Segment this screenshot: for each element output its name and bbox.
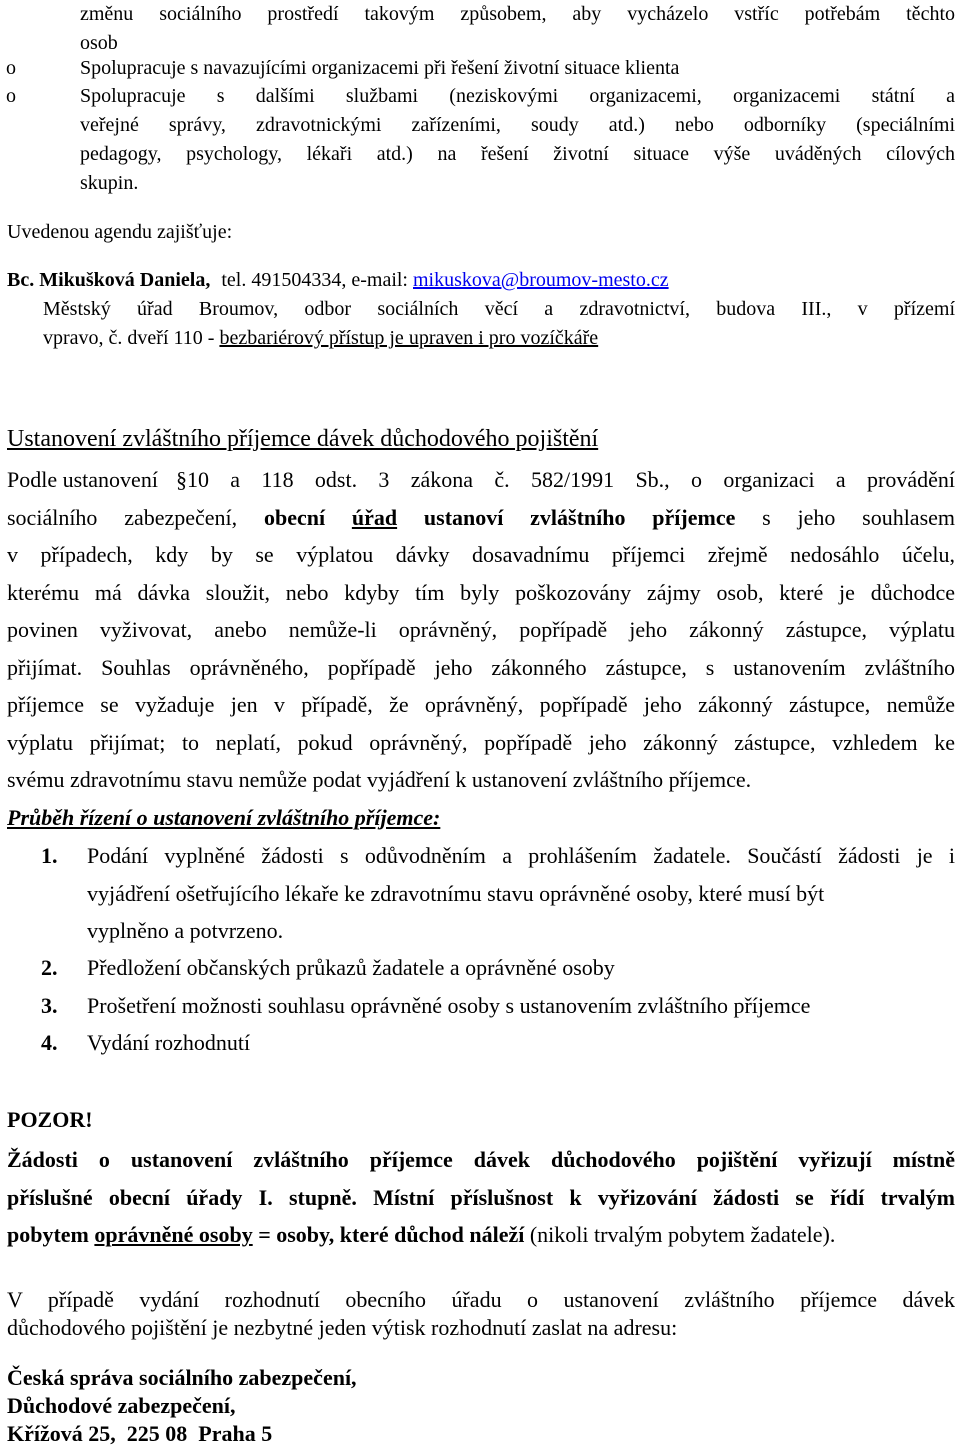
paragraph-line: povinen vyživovat, anebo nemůže-li oprávněný, popřípadě jeho zákonný zástupce, výplatu [7,617,955,642]
emph-text: příjemce [652,504,736,530]
contact-name: Bc. Mikušková Daniela, [7,269,211,291]
mailing-address [7,1364,357,1448]
warning-title: POZOR! [7,1107,93,1132]
contact-email-link[interactable]: mikuskova@broumov-mesto.cz [413,269,669,291]
contact-line [7,266,957,295]
section-title-text: Ustanovení zvláštního příjemce dávek důchodového pojištění [7,426,599,452]
warning-line: Žádosti o ustanovení zvláštního příjemce dávek důchodového pojištění vyřizují místně [7,1147,955,1172]
text: Podle ustanovení [7,467,158,492]
bullet-item [6,82,955,198]
bullet-text: veřejné správy, zdravotnickými zařízeními, soudy atd.) nebo odborníky (speciálními [80,114,955,136]
step-text [87,837,955,950]
paragraph-line [7,499,955,537]
bullet-marker: o [6,85,16,107]
emph-text: oprávněné osoby [94,1222,253,1247]
warning-line: příslušné obecní úřady I. stupně. Místní příslušnost k vyřizování žádosti se řídí trvalým [7,1184,955,1210]
contact-address [43,295,955,353]
bullet-text: Spolupracuje s dalšími službami (neziskovými organizacemi, organizacemi státní a [80,85,955,107]
bullet-text: skupin. [80,172,139,194]
address-line: Křížová 25, 225 08 Praha 5 [7,1421,273,1446]
paragraph-line: kterému má dávka sloužit, nebo kdyby tím byly poškozovány zájmy osob, které je důchodce [7,579,955,605]
text: s jeho souhlasem [735,504,956,530]
agenda-heading: Uvedenou agendu zajišťuje: [7,221,233,243]
barrier-free-note: bezbariérový přístup je upraven i pro vozíčkáře [219,327,599,349]
final-line: důchodového pojištění je nezbytné jeden výtisk rozhodnutí zaslat na adresu: [7,1315,678,1340]
emph-text: obecní [263,504,326,530]
bullet-marker: o [6,57,16,79]
procedure-heading [7,799,440,837]
paragraph-line [7,461,955,499]
text: §10 a 118 odst. 3 zákona č. 582/1991 Sb., o organizaci a provádění [175,467,955,492]
step-number: 4. [41,1030,58,1055]
paragraph [7,461,955,799]
section-title [7,423,598,455]
paragraph-line: svému zdravotnímu stavu nemůže podat vyjádření k ustanovení zvláštního příjemce. [7,767,752,792]
address-text: vpravo, č. dveří 110 - [43,327,220,349]
final-paragraph [7,1286,955,1342]
warning-line [7,1216,955,1254]
paragraph-line: příjemce se vyžaduje jen v případě, že oprávněný, popřípadě jeho zákonný zástupce, nemůže [7,692,955,717]
intro-line: změnu sociálního prostředí takovým způsobem, aby vycházelo vstříc potřebám těchto [80,3,955,25]
text: pobytem [7,1222,95,1247]
paragraph-line: v případech, kdy by se výplatou dávky dosavadnímu příjemci zřejmě nedosáhlo účelu, [7,542,955,567]
contact-tel: tel. 491504334, e-mail: [221,269,413,291]
emph-text: zvláštního [530,504,626,530]
intro-line: osob [80,32,118,54]
text: = osoby, které důchod náleží [252,1222,525,1247]
address-line: Česká správa sociálního zabezpečení, [7,1365,357,1390]
step-number: 1. [41,843,58,868]
bullet-text: Spolupracuje s navazujícími organizacemi při řešení životní situace klienta [80,57,680,79]
step-line: vyjádření ošetřujícího lékaře ke zdravotnímu stavu oprávněné osoby, které musí být [87,880,825,906]
address-line [43,324,955,353]
bullet-item [6,54,960,83]
step-item [0,1024,955,1061]
step-line: Vydání rozhodnutí [87,1030,251,1055]
step-line: Předložení občanských průkazů žadatele a oprávněné osoby [87,955,615,980]
final-line: V případě vydání rozhodnutí obecního úřadu o ustanovení zvláštního příjemce dávek [7,1287,955,1312]
procedure-heading-text: Průběh řízení o ustanovení zvláštního příjemce: [7,805,441,830]
paragraph-line: přijímat. Souhlas oprávněného, popřípadě jeho zákonného zástupce, s ustanovením zvláštního [7,654,955,680]
paragraph-line: výplatu přijímat; to neplatí, pokud oprávněný, popřípadě jeho zákonný zástupce, vzhledem ke [7,729,955,755]
text: sociálního zabezpečení, [7,504,264,530]
step-number: 3. [41,993,58,1018]
step-line: vyplněno a potvrzeno. [87,918,284,943]
step-item [0,949,955,987]
step-item [0,987,955,1024]
steps-list [0,837,955,1061]
step-line: Podání vyplněné žádosti s odůvodněním a prohlášením žadatele. Součástí žádosti je i [87,843,955,868]
text: (nikoli trvalým pobytem žadatele). [524,1222,836,1247]
bullet-text: pedagogy, psychology, lékaři atd.) na řešení životní situace výše uváděných cílových [80,143,955,165]
step-item [0,837,955,949]
address-line: Důchodové zabezpečení, [7,1393,236,1418]
address-line: Městský úřad Broumov, odbor sociálních věcí a zdravotnictví, budova III., v přízemí [43,298,955,320]
step-line: Prošetření možnosti souhlasu oprávněné osoby s ustanovením zvláštního příjemce [87,993,811,1018]
emph-text: ustanoví [423,504,504,530]
emph-text: úřad [351,504,398,530]
step-number: 2. [41,955,58,980]
warning-text [7,1141,955,1254]
